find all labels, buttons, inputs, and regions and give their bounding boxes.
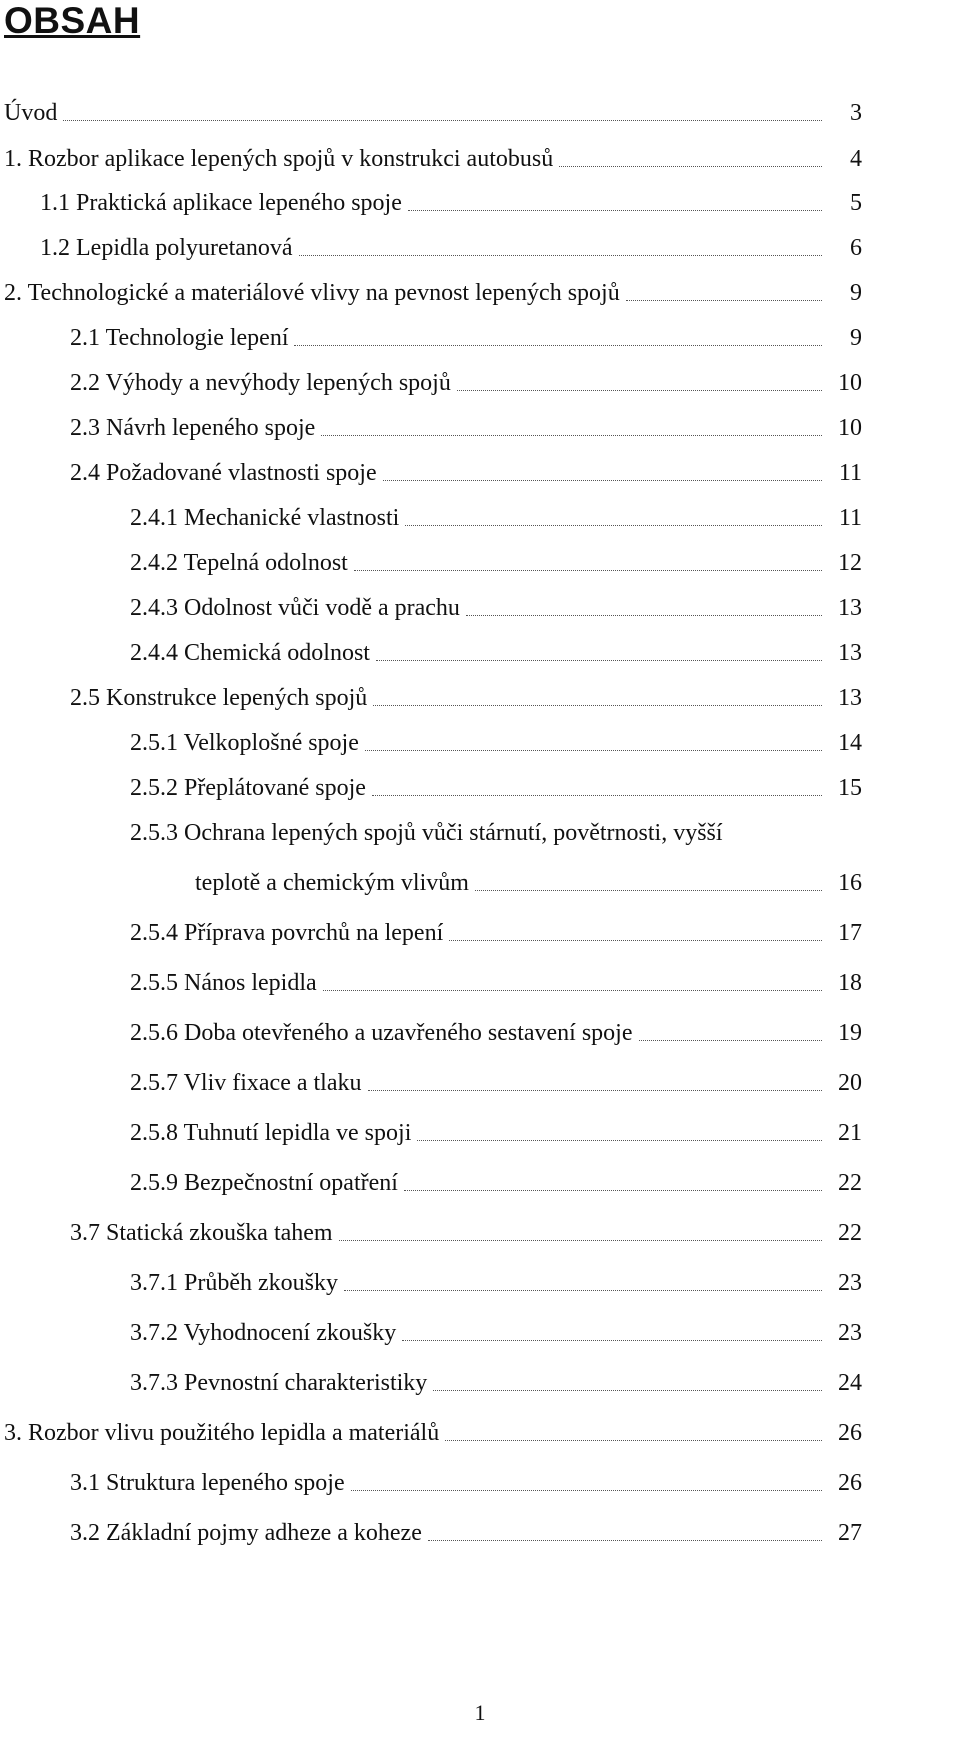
- toc-leader: [376, 659, 822, 661]
- toc-entry-title: Úvod: [4, 100, 58, 126]
- toc-leader: [639, 1039, 823, 1041]
- toc-entry: [4, 1418, 862, 1448]
- toc-entry-page: 20: [838, 1070, 862, 1096]
- toc-entry: [130, 818, 862, 848]
- toc-entry-page: 15: [838, 775, 862, 801]
- toc-entry-title: 2.5 Konstrukce lepených spojů: [70, 685, 368, 711]
- toc-entry-page: 19: [838, 1020, 862, 1046]
- toc-entry: [130, 1118, 862, 1148]
- toc-entry-page: 4: [850, 146, 862, 172]
- toc-entry-title: 2.4 Požadované vlastnosti spoje: [70, 460, 377, 486]
- toc-entry-page: 23: [838, 1270, 862, 1296]
- toc-entry: [70, 1468, 862, 1498]
- toc-entry-title: 2.5.3 Ochrana lepených spojů vůči stárnutí, povětrnosti, vyšší: [130, 820, 723, 846]
- toc-leader: [417, 1139, 822, 1141]
- toc-entry-title: 2.2 Výhody a nevýhody lepených spojů: [70, 370, 451, 396]
- toc-entry-page: 17: [838, 920, 862, 946]
- toc-entry-title: 1.1 Praktická aplikace lepeného spoje: [40, 190, 402, 216]
- toc-entry-title: 2.4.4 Chemická odolnost: [130, 640, 370, 666]
- toc-leader: [559, 165, 822, 167]
- toc-leader: [339, 1239, 822, 1241]
- toc-leader: [457, 389, 822, 391]
- toc-entry: [70, 458, 862, 488]
- toc-leader: [344, 1289, 822, 1291]
- toc-leader: [433, 1389, 822, 1391]
- toc-entry: [130, 503, 862, 533]
- toc-entry-page: 26: [838, 1470, 862, 1496]
- toc-entry-title: 2.5.1 Velkoplošné spoje: [130, 730, 359, 756]
- toc-entry: [130, 728, 862, 758]
- toc-entry-title: teplotě a chemickým vlivům: [195, 870, 469, 896]
- toc-entry-title: 1. Rozbor aplikace lepených spojů v konstrukci autobusů: [4, 146, 554, 172]
- toc-heading: OBSAH: [4, 0, 141, 41]
- toc-leader: [372, 794, 822, 796]
- toc-entry-title: 3.7.2 Vyhodnocení zkoušky: [130, 1320, 397, 1346]
- toc-entry-title: 1.2 Lepidla polyuretanová: [40, 235, 293, 261]
- toc-leader: [383, 479, 822, 481]
- toc-entry-title: 2.5.9 Bezpečnostní opatření: [130, 1170, 398, 1196]
- toc-leader: [405, 524, 822, 526]
- toc-entry-title: 2.5.8 Tuhnutí lepidla ve spoji: [130, 1120, 412, 1146]
- toc-entry: [130, 773, 862, 803]
- toc-entry: [130, 1168, 862, 1198]
- toc-entry: [130, 638, 862, 668]
- toc-entry-title: 3.7 Statická zkouška tahem: [70, 1220, 333, 1246]
- page-number: 1: [474, 1700, 486, 1725]
- toc-leader: [466, 614, 822, 616]
- toc-entry: [195, 868, 862, 898]
- toc-entry-title: 2. Technologické a materiálové vlivy na pevnost lepených spojů: [4, 280, 620, 306]
- toc-entry: [130, 918, 862, 948]
- toc-leader: [368, 1089, 823, 1091]
- toc-entry: [70, 1518, 862, 1548]
- toc-entry: [40, 233, 862, 263]
- toc-entry-page: 24: [838, 1370, 862, 1396]
- toc-entry: [130, 593, 862, 623]
- toc-entry-page: 9: [850, 325, 862, 351]
- toc-entry-page: 10: [838, 370, 862, 396]
- toc-entry: [130, 548, 862, 578]
- toc-leader: [626, 299, 822, 301]
- toc-entry-title: 3.1 Struktura lepeného spoje: [70, 1470, 345, 1496]
- toc-entry-page: 9: [850, 280, 862, 306]
- toc-entry-title: 2.4.1 Mechanické vlastnosti: [130, 505, 400, 531]
- toc-entry: [130, 1318, 862, 1348]
- toc-entry: [4, 98, 862, 128]
- toc-entry-title: 2.4.3 Odolnost vůči vodě a prachu: [130, 595, 460, 621]
- toc-entry-page: 14: [838, 730, 862, 756]
- toc-entry-title: 2.1 Technologie lepení: [70, 325, 289, 351]
- toc-leader: [428, 1539, 822, 1541]
- toc-entry: [130, 1018, 862, 1048]
- toc-leader: [323, 989, 822, 991]
- toc-entry-title: 2.5.5 Nános lepidla: [130, 970, 317, 996]
- toc-leader: [321, 434, 822, 436]
- toc-entry: [130, 968, 862, 998]
- toc-entry-title: 2.5.4 Příprava povrchů na lepení: [130, 920, 444, 946]
- toc-entry-page: 18: [838, 970, 862, 996]
- toc-leader: [475, 889, 822, 891]
- toc-entry-page: 11: [838, 505, 862, 531]
- toc-entry-page: 26: [838, 1420, 862, 1446]
- toc-leader: [402, 1339, 822, 1341]
- toc-leader: [729, 840, 822, 841]
- toc-entry: [4, 144, 862, 174]
- toc-entry-page: 23: [838, 1320, 862, 1346]
- toc-entry-page: 3: [850, 100, 862, 126]
- toc-entry-page: 16: [838, 870, 862, 896]
- toc-entry: [70, 1218, 862, 1248]
- toc-leader: [354, 569, 822, 571]
- toc-entry: [70, 683, 862, 713]
- toc-leader: [63, 119, 822, 121]
- toc-entry: [4, 278, 862, 308]
- toc-entry-title: 3.7.1 Průběh zkoušky: [130, 1270, 338, 1296]
- toc-entry-page: 13: [838, 640, 862, 666]
- toc-entry-page: 10: [838, 415, 862, 441]
- toc-entry-title: 2.5.6 Doba otevřeného a uzavřeného sestavení spoje: [130, 1020, 633, 1046]
- toc-entry-title: 2.3 Návrh lepeného spoje: [70, 415, 316, 441]
- toc-entry-page: 11: [838, 460, 862, 486]
- toc-entry-page: 22: [838, 1220, 862, 1246]
- toc-entry-title: 3. Rozbor vlivu použitého lepidla a materiálů: [4, 1420, 440, 1446]
- toc-leader: [299, 254, 822, 256]
- toc-entry-title: 2.5.7 Vliv fixace a tlaku: [130, 1070, 362, 1096]
- toc-entry-page: 5: [850, 190, 862, 216]
- toc-entry: [70, 323, 862, 353]
- toc-entry-title: 3.7.3 Pevnostní charakteristiky: [130, 1370, 428, 1396]
- toc-leader: [449, 939, 822, 941]
- toc-entry-page: 22: [838, 1170, 862, 1196]
- toc-entry-title: 2.5.2 Přeplátované spoje: [130, 775, 366, 801]
- toc-entry: [130, 1068, 862, 1098]
- toc-leader: [294, 344, 822, 346]
- toc-leader: [445, 1439, 822, 1441]
- toc-leader: [373, 704, 822, 706]
- toc-entry-page: 12: [838, 550, 862, 576]
- toc-leader: [351, 1489, 822, 1491]
- toc-entry: [70, 368, 862, 398]
- toc-entry: [40, 188, 862, 218]
- toc-entry-page: 13: [838, 685, 862, 711]
- toc-entry-page: 21: [838, 1120, 862, 1146]
- toc-entry-page: 27: [838, 1520, 862, 1546]
- toc-entry-title: 2.4.2 Tepelná odolnost: [130, 550, 348, 576]
- toc-entry-title: 3.2 Základní pojmy adheze a koheze: [70, 1520, 422, 1546]
- toc-entry-page: 6: [850, 235, 862, 261]
- toc-entry: [130, 1268, 862, 1298]
- toc-leader: [365, 749, 822, 751]
- toc-entry: [70, 413, 862, 443]
- toc-leader: [408, 209, 822, 211]
- toc-entry: [130, 1368, 862, 1398]
- toc-entry-page: 13: [838, 595, 862, 621]
- toc-leader: [404, 1189, 822, 1191]
